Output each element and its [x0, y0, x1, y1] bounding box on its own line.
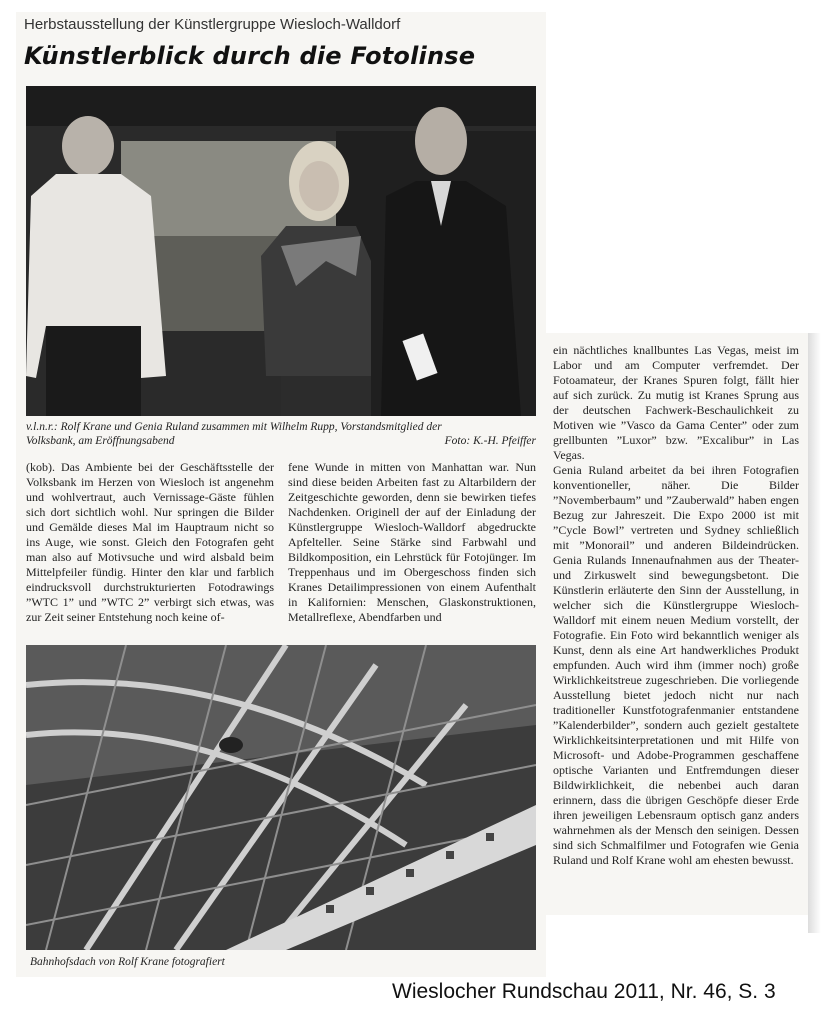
article-paragraph: fene Wunde in mitten von Manhattan war. Nun sind diese beiden Arbeiten fast zu Altarbildern der Zeitgeschichte geworden, denn sie bewirken tiefes Nachdenken. Originell der auf der Einladung der Künstlergruppe Wiesloch-Walldorf abgedruckte Apfelteller. Seine Stärke sind Farbwahl und Bildkomposition, ein Lehrstück für Fotojünger. Im Treppenhaus und im Obergeschoss finden sich Kranes Detailimpressionen von einem Aufenthalt in Kalifornien: Menschen, Glaskonstruktionen, Metallreflexe, Abendfarben und	[288, 460, 536, 624]
photo-caption: Bahnhofsdach von Rolf Krane fotografiert	[30, 956, 225, 968]
article-kicker: Herbstausstellung der Künstlergruppe Wiesloch-Walldorf	[24, 16, 401, 33]
source-citation: Wieslocher Rundschau 2011, Nr. 46, S. 3	[392, 980, 776, 1003]
article-column-2	[288, 460, 536, 625]
station-roof-photo	[26, 645, 536, 950]
exhibition-photo-graphic	[26, 86, 536, 416]
photo-caption-line: Volksbank, am Eröffnungsabend	[26, 435, 175, 447]
article-paragraph: Genia Ruland arbeitet da bei ihren Fotografien konventioneller, näher. Die Bilder ”Novemberbaum” und ”Zauberwald” haben engen Bezug zur Jahreszeit. Die Expo 2000 ist mit ”Cycle Bowl” vertreten und Sydney schließlich mit ”Monorail” und anderen Bildeindrücken. Genia Rulands Innenaufnahmen aus der Theater- und Zirkuswelt sind bewegungsbetont. Die Künstlerin erläuterte den Sinn der Ausstellung, in welcher sich die Künstlergruppe Wiesloch-Walldorf mit einem neuen Medium vorstellt, der Fotografie. Ein Foto wird bekanntlich weniger als Kunst, denn als eine Art handwerkliches Produkt empfunden. Auch wird ihm (immer noch) große Wirklichkeitstreue zugeschrieben. Die vorliegende Ausstellung bietet jedoch nicht nur nach traditioneller Kunstfotografenmanier entstandene ”Kalenderbilder”, sondern auch gezielt gestaltete Wirklichkeitsinterpretationen und mit Hilfe von Microsoft- und Adobe-Programmen geschaffene optische Varianten und Entfremdungen dieser Bildwirklichkeit, die nebenbei auch daran erinnern, dass die übrigen Geschöpfe dieser Erde ihren jeweiligen Lebensraum optisch ganz anders wahrnehmen als der Mensch den seinigen. Dessen sind sich Schmalfilmer und Fotografen wie Genia Ruland und Rolf Krane wohl am ehesten bewusst.	[553, 463, 799, 867]
article-paragraph: ein nächtliches knallbuntes Las Vegas, meist im Labor und am Computer verfremdet. Der Fotoamateur, der Kranes Spuren folgt, fällt hier auf sich zurück. Zu mutig ist Kranes Sprung aus der deutschen Fachwerk-Beschaulichkeit zu Motiven wie ”Vasco da Gama Center” oder zum grellbunten ”Luxor” bzw. ”Excalibur” in Las Vegas.	[553, 343, 799, 462]
article-paragraph: (kob). Das Ambiente bei der Geschäftsstelle der Volksbank im Herzen von Wiesloch ist angenehm und wohlvertraut, auch Vernissage-Gäste fühlen sich dort sichtlich wohl. Nur springen die Bilder und Gemälde dieses Mal im Hauptraum nicht so ins Auge, wie sonst. Gleich den Fotografen geht man also auf Motivsuche und wird alsbald beim Mittelpfeiler fündig. Hinter den klar und farblich eindrucksvoll durchstrukturierten Fotodrawings ”WTC 1” und ”WTC 2” verbirgt sich etwas, was zur Zeit seiner Entstehung noch keine of-	[26, 460, 274, 624]
photo-caption-line: v.l.n.r.: Rolf Krane und Genia Ruland zusammen mit Wilhelm Rupp, Vorstandsmitglied der	[26, 421, 442, 433]
article-column-3	[553, 343, 799, 868]
exhibition-photo	[26, 86, 536, 416]
station-roof-graphic	[26, 645, 536, 950]
article-headline: Künstlerblick durch die Fotolinse	[24, 42, 476, 70]
photo-credit: Foto: K.-H. Pfeiffer	[444, 435, 536, 447]
photo-caption	[26, 420, 536, 448]
article-column-1	[26, 460, 274, 625]
scan-edge	[808, 333, 821, 933]
